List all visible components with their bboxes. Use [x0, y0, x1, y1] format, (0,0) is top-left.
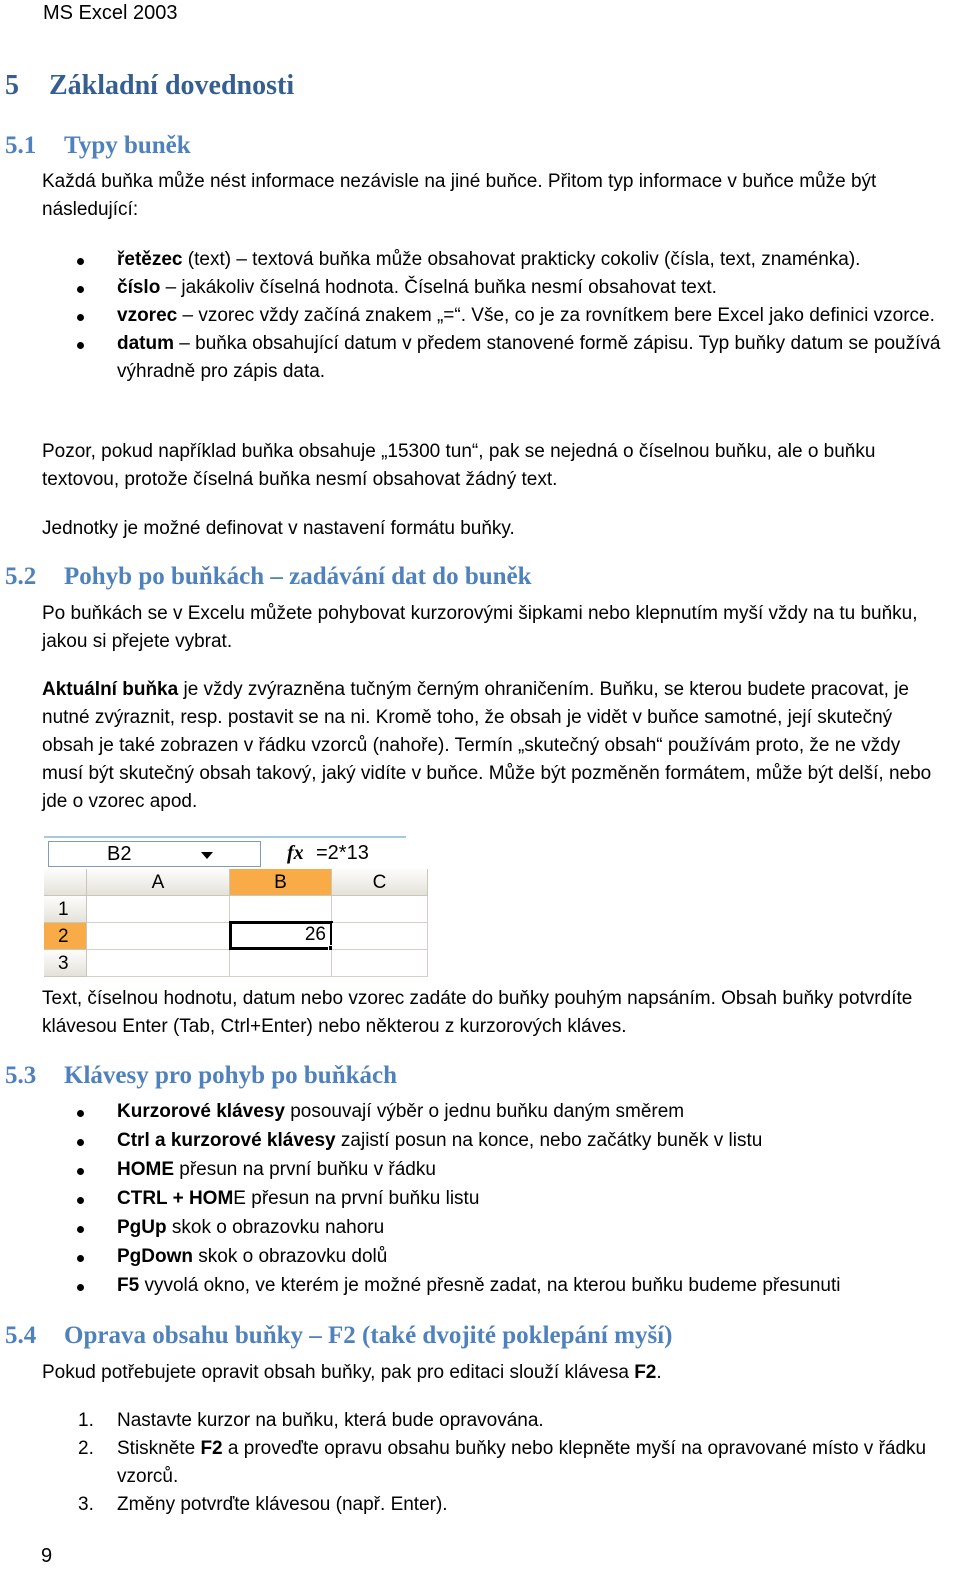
paragraph-end: . — [656, 1362, 662, 1383]
row-header-1[interactable]: 1 — [44, 896, 87, 923]
cell-a2[interactable] — [87, 923, 230, 950]
key-label: F2 — [200, 1438, 223, 1459]
list-item — [42, 1243, 947, 1271]
step-number: 2. — [78, 1438, 94, 1459]
paragraph-text: je vždy zvýrazněna tučným černým ohraničením. Buňku, se kterou budete pracovat, je nutné zvýraznit, resp. postavit se na ni. Kromě toho, že obsah je vidět v buňce samotné, její skutečný obsah je také zobrazen v řádku vzorců (nahoře). Termín „skutečný obsah“ používám proto, že ne vždy musí být skutečný obsah takový, jaký vidíte v buňce. Může být pozměněn formátem, může být delší, nebo jde o vzorec apod. — [42, 679, 932, 812]
section-title: Oprava obsahu buňky – F2 (také dvojité poklepání myší) — [64, 1322, 673, 1349]
section-heading-5-2 — [5, 563, 532, 591]
function-icon[interactable]: fx — [287, 842, 304, 864]
bullet-icon — [77, 314, 84, 321]
bullet-icon — [77, 258, 84, 265]
bullet-icon — [77, 342, 84, 349]
term: Kurzorové klávesy — [117, 1101, 285, 1122]
excel-screenshot — [44, 836, 406, 974]
section-heading-5-4 — [5, 1322, 672, 1350]
section-number: 5.1 — [5, 132, 37, 159]
bullet-icon — [77, 1284, 84, 1291]
bullet-icon — [77, 1197, 84, 1204]
item-text: – buňka obsahující datum v předem stanovené formě zápisu. Typ buňky datum se používá výhradně pro zápis data. — [117, 333, 941, 382]
cell-c1[interactable] — [332, 896, 428, 923]
cell-b2-active[interactable]: 26 — [229, 921, 333, 950]
list-item — [42, 1214, 947, 1242]
name-box-value: B2 — [107, 843, 132, 865]
bullet-icon — [77, 1255, 84, 1262]
item-text: posouvají výběr o jednu buňku daným směrem — [284, 1101, 685, 1122]
list-item — [42, 1491, 947, 1519]
column-header-b[interactable]: B — [230, 869, 332, 896]
active-cell-paragraph — [42, 676, 942, 816]
list-item — [42, 274, 947, 302]
step-number: 3. — [78, 1494, 94, 1515]
item-text: skok o obrazovku dolů — [193, 1246, 388, 1267]
name-box[interactable] — [48, 841, 261, 867]
bullet-icon — [77, 1226, 84, 1233]
list-item — [42, 1098, 947, 1126]
units-paragraph: Jednotky je možné definovat v nastavení formátu buňky. — [42, 518, 515, 539]
column-header-c[interactable]: C — [332, 869, 428, 896]
item-text: skok o obrazovku nahoru — [166, 1217, 385, 1238]
list-item — [42, 1407, 947, 1435]
item-text: vyvolá okno, ve kterém je možné přesně zadat, na kterou buňku budeme přesunuti — [139, 1275, 841, 1296]
section-title: Typy buněk — [64, 132, 191, 159]
item-text: přesun na první buňku v řádku — [174, 1159, 436, 1180]
bullet-icon — [77, 1168, 84, 1175]
chapter-heading — [5, 70, 294, 102]
step-text: Nastavte kurzor na buňku, která bude opravována. — [117, 1410, 544, 1431]
list-item — [42, 330, 947, 386]
cell-a3[interactable] — [87, 950, 230, 977]
intro-paragraph: Každá buňka může nést informace nezávisle na jiné buňce. Přitom typ informace v buňce může být následující: — [42, 171, 877, 220]
item-text: – jakákoliv číselná hodnota. Číselná buňka nesmí obsahovat text. — [160, 277, 717, 298]
chapter-title: Základní dovednosti — [49, 70, 295, 101]
step-number: 1. — [78, 1410, 94, 1431]
running-header: MS Excel 2003 — [43, 2, 178, 24]
term: vzorec — [117, 305, 178, 326]
list-item — [42, 1127, 947, 1155]
shortcut-list — [42, 1098, 947, 1300]
section-number: 5.4 — [5, 1322, 37, 1349]
term: PgUp — [117, 1217, 167, 1238]
key-label: F2 — [634, 1362, 657, 1383]
section-heading-5-1 — [5, 132, 191, 160]
navigation-paragraph: Po buňkách se v Excelu můžete pohybovat kurzorovými šipkami nebo klepnutím myší vždy na tu buňku, jakou si přejete vybrat. — [42, 603, 918, 652]
list-item — [42, 1156, 947, 1184]
list-item — [42, 302, 947, 330]
item-text: (text) – textová buňka může obsahovat prakticky cokoliv (čísla, text, znaménka). — [182, 249, 861, 270]
list-item — [42, 246, 947, 274]
term: CTRL + HOM — [117, 1188, 234, 1209]
dropdown-arrow-icon[interactable] — [201, 852, 213, 859]
page-number: 9 — [41, 1545, 53, 1567]
select-all-corner[interactable] — [44, 869, 87, 896]
entry-paragraph: Text, číselnou hodnotu, datum nebo vzorec zadáte do buňky pouhým napsáním. Obsah buňky potvrdíte klávesou Enter (Tab, Ctrl+Enter) nebo některou z kurzorových kláves. — [42, 988, 913, 1037]
term: Aktuální buňka — [42, 679, 179, 700]
cell-a1[interactable] — [87, 896, 230, 923]
section-title: Pohyb po buňkách – zadávání dat do buněk — [64, 563, 532, 590]
formula-input[interactable]: =2*13 — [316, 842, 369, 864]
cell-c2[interactable] — [332, 923, 428, 950]
step-text: Stiskněte — [117, 1438, 201, 1459]
item-text: – vzorec vždy začíná znakem „=“. Vše, co je za rovnítkem bere Excel jako definici vzorce. — [177, 305, 935, 326]
item-text: E přesun na první buňku listu — [233, 1188, 480, 1209]
term: číslo — [117, 277, 161, 298]
row-header-2[interactable]: 2 — [44, 923, 87, 950]
edit-steps-list — [42, 1407, 947, 1519]
column-header-a[interactable]: A — [87, 869, 230, 896]
list-item — [42, 1272, 947, 1300]
term: řetězec — [117, 249, 183, 270]
step-text-end: a proveďte opravu obsahu buňky nebo klepněte myší na opravované místo v řádku vzorců. — [117, 1438, 927, 1487]
item-text: zajistí posun na konce, nebo začátky buněk v listu — [335, 1130, 763, 1151]
chapter-number: 5 — [5, 70, 19, 101]
section-title: Klávesy pro pohyb po buňkách — [64, 1062, 397, 1089]
edit-intro-paragraph — [42, 1359, 942, 1387]
bullet-icon — [77, 286, 84, 293]
formula-bar — [44, 836, 406, 869]
row-header-3[interactable]: 3 — [44, 950, 87, 977]
list-item — [42, 1185, 947, 1213]
list-item — [42, 1435, 947, 1491]
section-heading-5-3 — [5, 1062, 397, 1090]
cell-types-list — [42, 246, 947, 386]
term: datum — [117, 333, 174, 354]
cell-b1[interactable] — [230, 896, 332, 923]
warning-paragraph: Pozor, pokud například buňka obsahuje „15300 tun“, pak se nejedná o číselnou buňku, ale o buňku textovou, protože číselná buňka nesmí obsahovat žádný text. — [42, 441, 876, 490]
term: Ctrl a kurzorové klávesy — [117, 1130, 336, 1151]
section-number: 5.3 — [5, 1062, 37, 1089]
paragraph-text: Pokud potřebujete opravit obsah buňky, pak pro editaci slouží klávesa — [42, 1362, 635, 1383]
cell-b3[interactable] — [230, 950, 332, 977]
term: HOME — [117, 1159, 174, 1180]
term: PgDown — [117, 1246, 193, 1267]
section-number: 5.2 — [5, 563, 37, 590]
term: F5 — [117, 1275, 140, 1296]
step-text: Změny potvrďte klávesou (např. Enter). — [117, 1494, 448, 1515]
bullet-icon — [77, 1110, 84, 1117]
bullet-icon — [77, 1139, 84, 1146]
cell-c3[interactable] — [332, 950, 428, 977]
